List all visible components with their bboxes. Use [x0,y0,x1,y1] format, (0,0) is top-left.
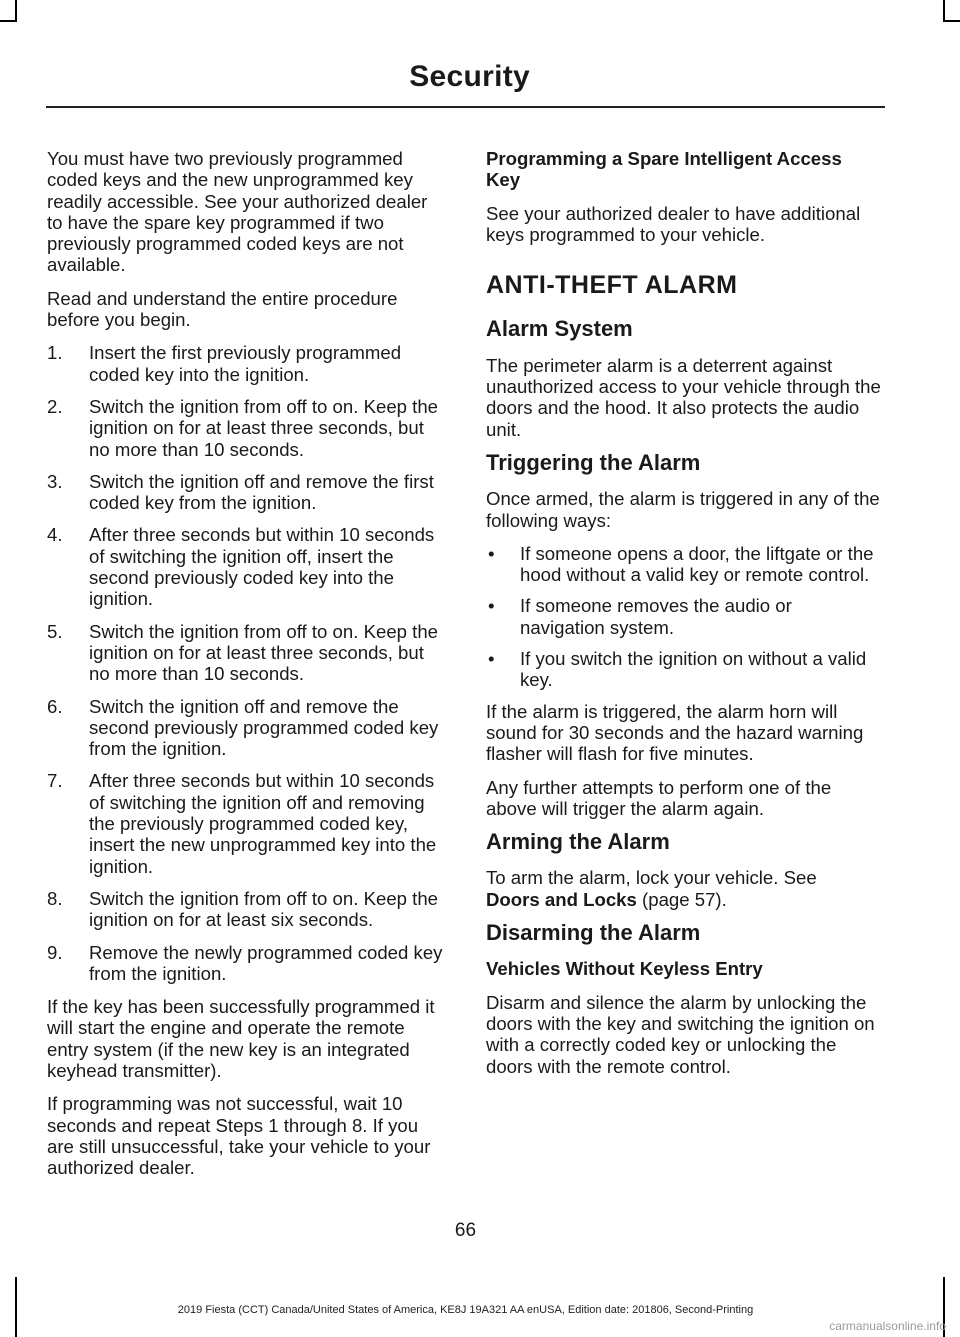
spare-key-heading: Programming a Spare Intelligent Access Key [486,148,842,191]
list-item [486,648,881,691]
bullet-icon: • [488,595,495,617]
arming-paragraph [486,867,881,910]
crop-mark [15,0,17,20]
step-text: After three seconds but within 10 seconds of switching the ignition off, insert the second previously coded key into the ignition. [89,524,435,610]
alarm-system-heading: Alarm System [486,316,633,342]
step-text: Remove the newly programmed coded key from the ignition. [89,941,443,984]
list-item [486,595,881,638]
crop-mark [0,20,17,22]
step-item [47,621,447,685]
left-column [47,148,447,1190]
step-number: 7. [47,770,63,792]
step-number: 1. [47,342,63,364]
step-number: 4. [47,524,63,546]
step-item [47,942,447,985]
step-item [47,888,447,931]
page-number: 66 [454,1220,477,1241]
list-item [486,543,881,586]
step-item [47,342,447,385]
alarm-system-paragraph: The perimeter alarm is a deterrent against unauthorized access to your vehicle through the doors and the hood. It also protects the audio unit. [486,354,881,440]
bullet-icon: • [488,542,495,564]
spare-key-paragraph: See your authorized dealer to have additional keys programmed to your vehicle. [486,202,861,245]
step-item [47,471,447,514]
arming-text: To arm the alarm, lock your vehicle. See [486,867,817,889]
step-text: Switch the ignition from off to on. Keep the ignition on for at least three seconds, but no more than 10 seconds. [89,395,439,460]
step-number: 2. [47,395,63,417]
without-keyless-heading: Vehicles Without Keyless Entry [486,958,763,980]
step-number: 3. [47,470,63,492]
step-text: Switch the ignition off and remove the second previously programmed coded key from the ignition. [89,695,439,760]
crop-mark [943,20,960,22]
disarm-paragraph: Disarm and silence the alarm by unlocking the doors with the key and switching the ignition on with a correctly coded key or unlocking the doors with the remote control. [486,991,875,1077]
read-first-paragraph: Read and understand the entire procedure before you begin. [47,287,398,331]
trigger-list [486,543,881,691]
disarming-heading: Disarming the Alarm [486,920,701,946]
list-item-text: If someone removes the audio or navigation system. [520,595,792,638]
list-item-text: If someone opens a door, the liftgate or the hood without a valid key or remote control. [520,542,874,586]
page-reference: (page 57). [642,888,727,910]
step-text: Insert the first previously programmed coded key into the ignition. [89,342,402,385]
header-divider [46,106,885,108]
step-number: 5. [47,620,63,642]
step-text: Switch the ignition from off to on. Keep the ignition on for at least three seconds, but no more than 10 seconds. [89,620,439,685]
triggered-result-paragraph: If the alarm is triggered, the alarm horn will sound for 30 seconds and the hazard warning flasher will flash for five minutes. [486,700,864,765]
further-attempts-paragraph: Any further attempts to perform one of the above will trigger the alarm again. [486,776,832,819]
bullet-icon: • [488,648,495,670]
footer-text: 2019 Fiesta (CCT) Canada/United States of America, KE8J 19A321 AA enUSA, Edition date: 201806, Second-Printing [177,1304,754,1316]
page-title: Security [409,60,530,93]
arming-heading: Arming the Alarm [486,829,670,855]
doors-and-locks-link[interactable]: Doors and Locks [486,888,637,910]
triggering-heading: Triggering the Alarm [486,449,701,475]
step-item [47,696,447,760]
right-column [486,148,881,1089]
step-text: Switch the ignition from off to on. Keep the ignition on for at least six seconds. [89,887,439,931]
list-item-text: If you switch the ignition on without a valid key. [520,648,867,691]
step-item [47,524,447,609]
watermark: carmanualsonline.info [829,1319,946,1333]
step-item [47,396,447,460]
step-text: Switch the ignition off and remove the first coded key from the ignition. [89,470,434,514]
step-text: After three seconds but within 10 seconds of switching the ignition off and removing the previously programmed coded key, insert the new unprogrammed key into the ignition. [89,770,437,877]
anti-theft-alarm-heading: ANTI-THEFT ALARM [486,271,738,300]
step-number: 6. [47,695,63,717]
intro-paragraph: You must have two previously programmed coded keys and the new unprogrammed key readily accessible. See your authorized dealer to have the spare key programmed if two previously programmed coded keys are not available. [47,148,428,276]
success-paragraph: If the key has been successfully programmed it will start the engine and operate the remote entry system (if the new key is an integrated keyhead transmitter). [47,996,435,1081]
failure-paragraph: If programming was not successful, wait 10 seconds and repeat Steps 1 through 8. If you are still unsuccessful, take your vehicle to your authorized dealer. [47,1093,431,1179]
step-number: 8. [47,887,63,909]
step-number: 9. [47,941,63,963]
triggering-intro: Once armed, the alarm is triggered in any of the following ways: [486,488,880,531]
programming-steps [47,342,447,984]
step-item [47,770,447,876]
crop-mark [943,0,945,20]
